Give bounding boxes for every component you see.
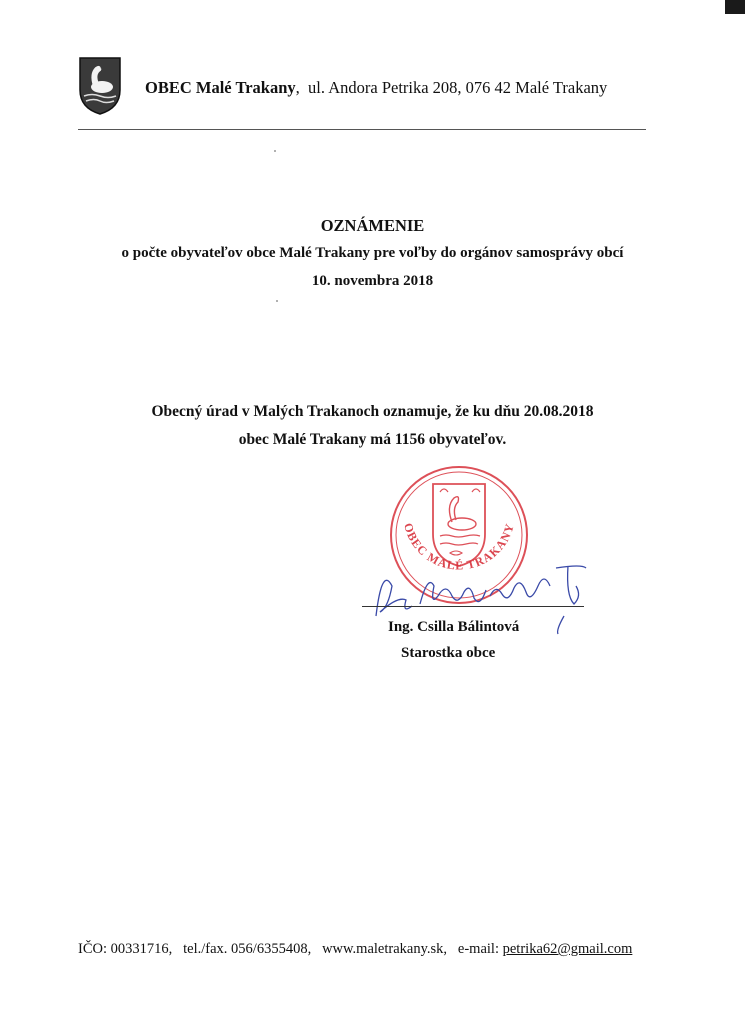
body-line-2: obec Malé Trakany má 1156 obyvateľov. — [238, 431, 507, 448]
announcement-subtitle: o počte obyvateľov obce Malé Trakany pre voľby do orgánov samosprávy obcí — [121, 245, 624, 261]
footer-web[interactable]: www.maletrakany.sk, — [322, 941, 448, 957]
org-address: ul. Andora Petrika 208, 076 42 Malé Trakany — [308, 78, 608, 97]
footer-email-link[interactable]: petrika62@gmail.com — [502, 941, 633, 957]
body-line-1: Obecný úrad v Malých Trakanoch oznamuje, že ku dňu 20.08.2018 — [151, 403, 594, 420]
signer-name: Ing. Csilla Bálintová — [388, 619, 520, 635]
letterhead: OBEC Malé Trakany, ul. Andora Petrika 208, 076 42 Malé Trakany — [145, 78, 608, 97]
stamp-text: OBEC MALÉ TRAKANY — [400, 521, 518, 573]
org-name: OBEC Malé Trakany — [145, 78, 296, 97]
announcement-title: OZNÁMENIE — [320, 216, 425, 235]
signer-role: Starostka obce — [401, 645, 496, 661]
footer-email-label: e-mail: — [457, 941, 499, 957]
scan-speck — [274, 150, 276, 152]
announcement-date: 10. novembra 2018 — [311, 273, 434, 289]
signature-line — [362, 606, 584, 607]
footer — [78, 941, 632, 958]
scan-speck — [276, 300, 278, 302]
footer-phone: tel./fax. 056/6355408, — [183, 941, 312, 957]
header-divider — [78, 129, 646, 130]
footer-ico: IČO: 00331716, — [78, 941, 173, 957]
scan-edge — [725, 0, 745, 14]
coat-of-arms-icon — [78, 56, 122, 116]
